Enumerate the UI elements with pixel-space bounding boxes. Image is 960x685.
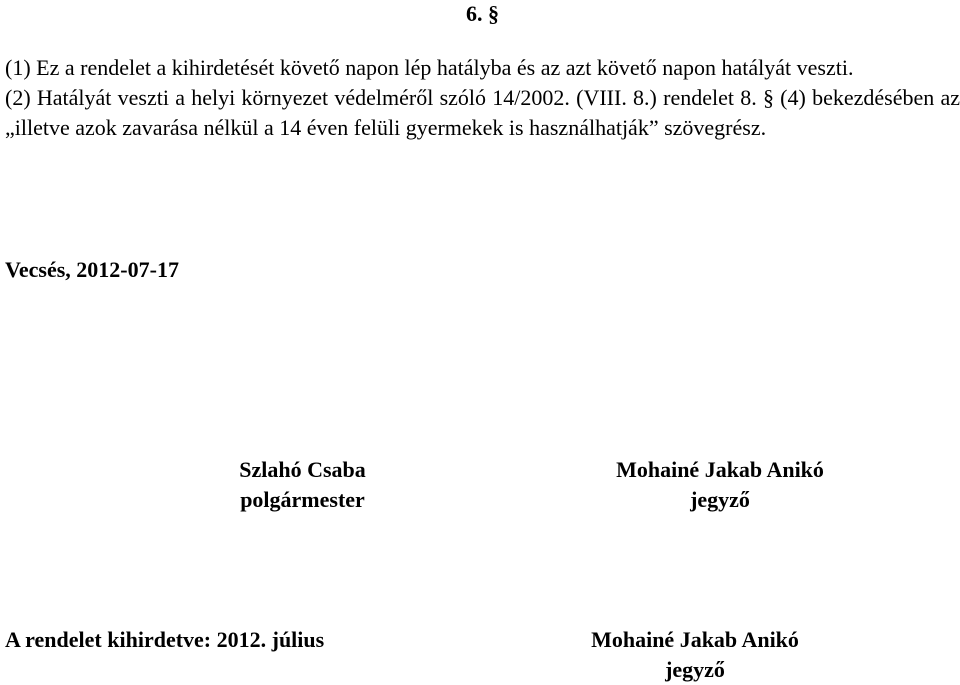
section-heading: 6. § [466,1,499,26]
mayor-signature-block [200,455,405,515]
notary-name: Mohainé Jakab Anikó [616,457,824,482]
notary-signature-block [595,455,845,515]
promulgation-signer-title: jegyző [665,657,725,682]
notary-title: jegyző [690,487,750,512]
place-date: Vecsés, 2012-07-17 [5,257,179,282]
promulgation-signature-block [570,625,820,685]
paragraph-1: (1) Ez a rendelet a kihirdetését követő napon lép hatályba és az azt követő napon hatályát veszti. [5,55,854,80]
promulgation-text: A rendelet kihirdetve: 2012. július [5,627,325,652]
mayor-title: polgármester [240,487,365,512]
promulgation-signer-name: Mohainé Jakab Anikó [591,627,799,652]
mayor-name: Szlahó Csaba [239,457,366,482]
body-text [5,53,960,143]
paragraph-2: (2) Hatályát veszti a helyi környezet védelméről szóló 14/2002. (VIII. 8.) rendelet 8. § (4) bekezdésében az „illetve azok zavarása nélkül a 14 éven felüli gyermekek is használhatják” szövegrész. [5,85,960,140]
